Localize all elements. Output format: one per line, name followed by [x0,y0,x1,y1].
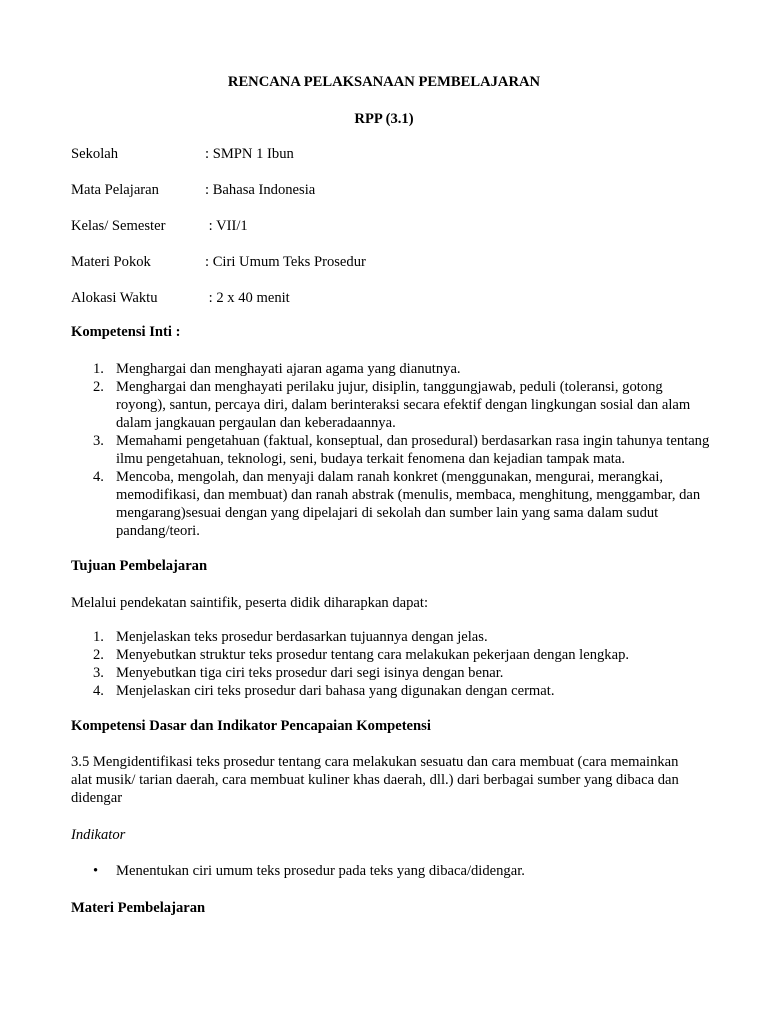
identity-row-sekolah [71,145,366,181]
list-item [71,468,711,540]
identity-value: : 2 x 40 menit [205,290,290,306]
list-item [71,646,711,664]
identity-value: : VII/1 [205,218,248,234]
identity-table [71,145,366,325]
list-number: 2. [93,647,104,663]
list-item [71,432,711,468]
list-item [71,862,711,880]
identity-row-mata-pelajaran [71,181,366,217]
identity-label: Alokasi Waktu [71,290,158,306]
list-number: 1. [93,629,104,645]
tujuan-list [71,628,711,700]
identity-row-kelas-semester [71,217,366,253]
indikator-heading: Indikator [71,827,126,843]
list-number: 4. [93,683,104,699]
list-item-text: Menghargai dan menghayati perilaku jujur, disiplin, tanggungjawab, peduli (toleransi, gotong royong), santun, percaya diri, dalam berinteraksi secara efektif dengan lingkungan sosial dan alam dalam jangkauan pergaulan dan keberadaannya. [116,379,691,431]
list-number: 2. [93,379,104,395]
list-item-text: Menentukan ciri umum teks prosedur pada teks yang dibaca/didengar. [116,863,525,879]
identity-row-alokasi-waktu [71,289,366,325]
bullet-icon: • [93,863,99,879]
document-title: RENCANA PELAKSANAAN PEMBELAJARAN [227,74,541,90]
identity-value: : Ciri Umum Teks Prosedur [205,254,366,270]
identity-label: Materi Pokok [71,254,151,270]
list-item [71,360,711,378]
identity-value: : Bahasa Indonesia [205,182,316,198]
identity-label: Kelas/ Semester [71,218,166,234]
list-item [71,682,711,700]
list-item-text: Menghargai dan menghayati ajaran agama yang dianutnya. [116,361,461,377]
identity-row-materi-pokok [71,253,366,289]
list-item [71,628,711,646]
list-item [71,664,711,682]
document-subtitle: RPP (3.1) [354,111,414,127]
identity-label: Sekolah [71,146,119,162]
list-number: 3. [93,433,104,449]
tujuan-heading: Tujuan Pembelajaran [71,558,208,574]
tujuan-intro: Melalui pendekatan saintifik, peserta didik diharapkan dapat: [71,595,429,611]
indikator-list [71,862,711,880]
list-item-text: Mencoba, mengolah, dan menyaji dalam ranah konkret (menggunakan, mengurai, merangkai, memodifikasi, dan membuat) dan ranah abstrak (menulis, membaca, menghitung, menggambar, dan mengarang)sesuai dengan yang dipelajari di sekolah dan sumber lain yang sama dalam sudut pandang/teori. [116,469,701,539]
list-number: 1. [93,361,104,377]
identity-value: : SMPN 1 Ibun [205,146,294,162]
list-number: 3. [93,665,104,681]
kompetensi-dasar-heading: Kompetensi Dasar dan Indikator Pencapaian Kompetensi [71,718,431,734]
materi-heading: Materi Pembelajaran [71,900,206,916]
list-item-text: Memahami pengetahuan (faktual, konseptual, dan prosedural) berdasarkan rasa ingin tahunya tentang ilmu pengetahuan, teknologi, seni, budaya terkait fenomena dan kejadian tampak mata. [116,433,710,467]
list-item-text: Menjelaskan ciri teks prosedur dari bahasa yang digunakan dengan cermat. [116,683,555,699]
identity-label: Mata Pelajaran [71,182,159,198]
kompetensi-dasar-text: 3.5 Mengidentifikasi teks prosedur tentang cara melakukan sesuatu dan cara membuat (cara memainkan alat musik/ tarian daerah, cara membuat kuliner khas daerah, dll.) dari berbagai sumber yang dibaca dan didengar [71,754,679,806]
list-item-text: Menyebutkan tiga ciri teks prosedur dari segi isinya dengan benar. [116,665,504,681]
kompetensi-inti-list [71,360,711,540]
list-item [71,378,711,432]
list-item-text: Menjelaskan teks prosedur berdasarkan tujuannya dengan jelas. [116,629,488,645]
list-item-text: Menyebutkan struktur teks prosedur tentang cara melakukan pekerjaan dengan lengkap. [116,647,630,663]
list-number: 4. [93,469,104,485]
kompetensi-inti-heading: Kompetensi Inti : [71,324,181,340]
